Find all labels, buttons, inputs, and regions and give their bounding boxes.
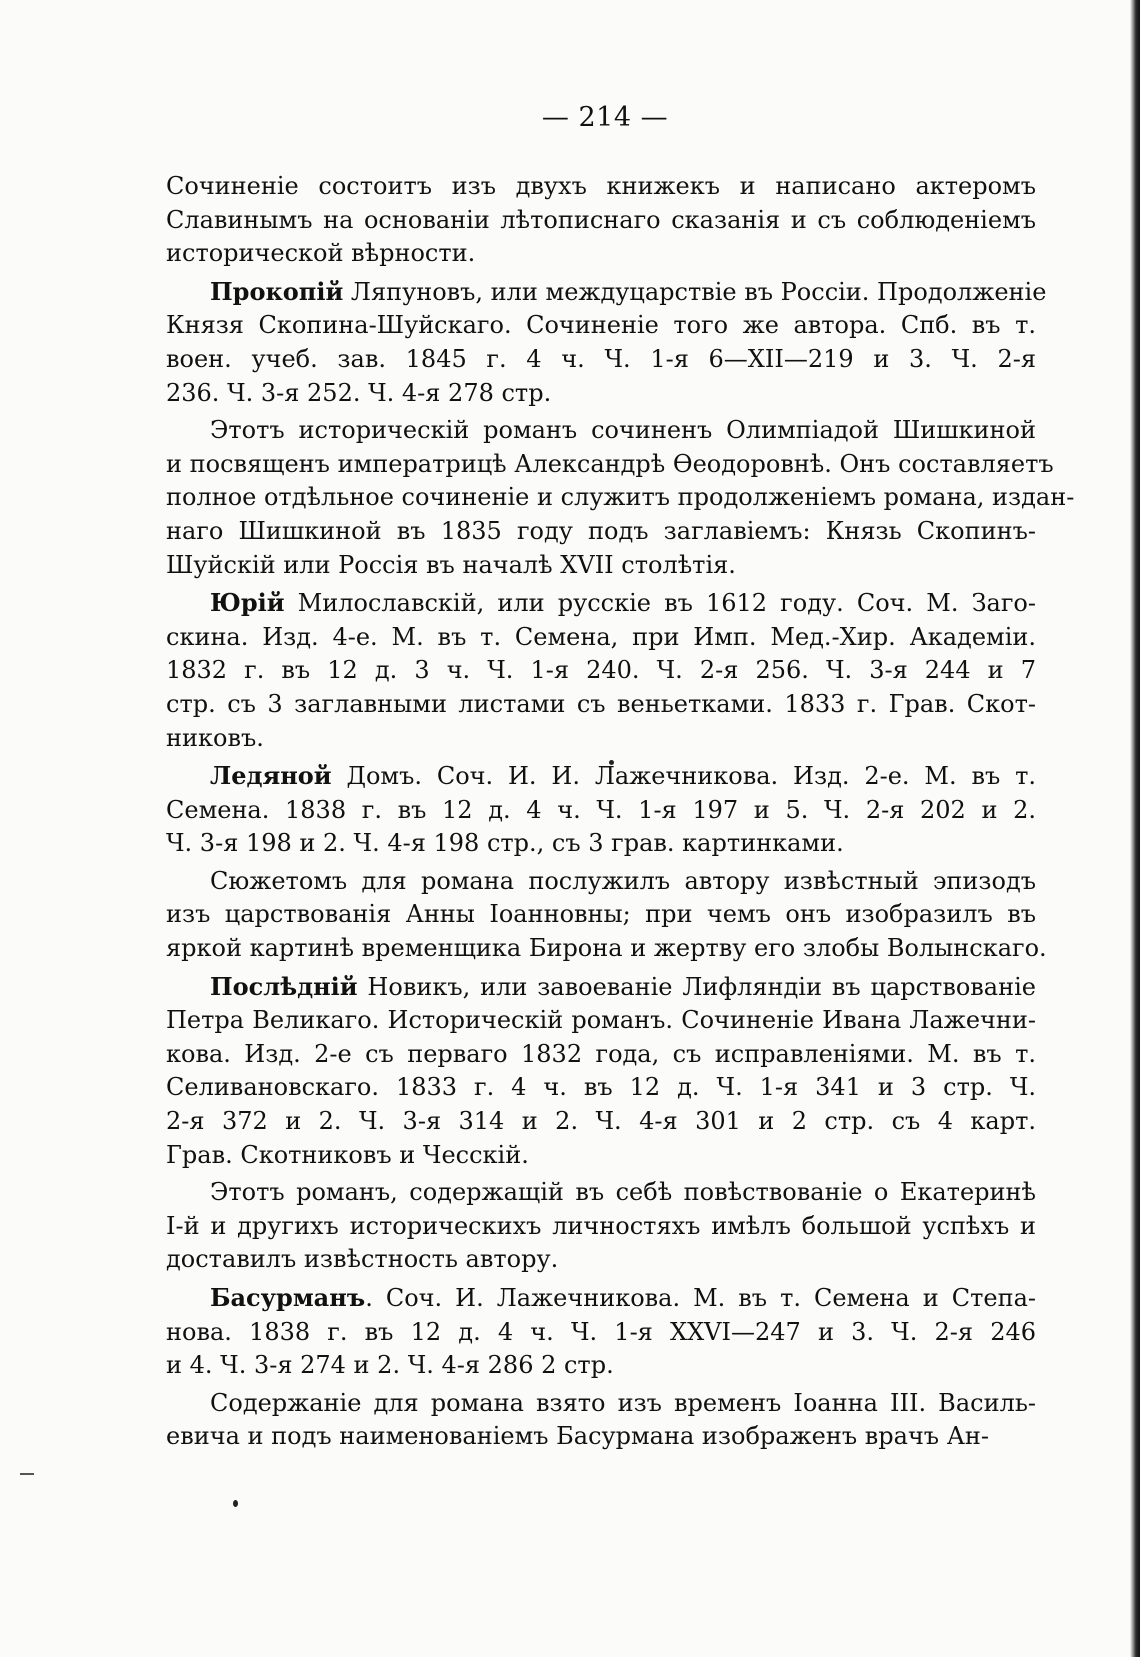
text-line xyxy=(166,865,1036,899)
entry-title-word: Юрій xyxy=(210,588,285,618)
paragraph xyxy=(166,1281,1036,1383)
text-line xyxy=(166,1349,1036,1383)
line-text: доставилъ извѣстность автору. xyxy=(166,1245,559,1274)
page-body-text xyxy=(166,170,1075,1458)
text-line xyxy=(166,309,1036,343)
text-line xyxy=(166,1316,1036,1350)
line-text: яркой картинѣ временщика Бирона и жертву его злобы Волынскаго. xyxy=(166,934,1047,963)
line-text: Этотъ романъ, содержащій въ себѣ повѣствованіе о Екатеринѣ xyxy=(210,1178,1036,1207)
paragraph xyxy=(166,1387,1036,1454)
line-text: наго Шишкиной въ 1835 году подъ заглавіемъ: Князь Скопинъ- xyxy=(166,516,1036,545)
text-line xyxy=(166,1139,1036,1173)
line-text: Славинымъ на основаніи лѣтописнаго сказанія и съ соблюденіемъ xyxy=(166,205,1036,234)
page-number: — 214 — xyxy=(541,102,669,133)
text-line xyxy=(166,237,1036,271)
text-line xyxy=(166,1387,1036,1421)
scan-margin-mark xyxy=(20,1473,34,1475)
paragraph xyxy=(166,759,1036,861)
line-text: Грав. Скотниковъ и Чесскій. xyxy=(166,1140,529,1169)
line-text: Сюжетомъ для романа послужилъ автору извѣстный эпизодъ xyxy=(210,866,1036,895)
text-line xyxy=(166,932,1047,966)
text-line xyxy=(166,549,1036,583)
line-text: 2-я 372 и 2. Ч. 3-я 314 и 2. Ч. 4-я 301 и 2 стр. съ 4 карт. xyxy=(166,1107,1036,1136)
paragraph xyxy=(166,865,1047,966)
text-line xyxy=(166,586,1036,621)
line-text: никовъ. xyxy=(166,723,264,752)
text-line xyxy=(166,204,1036,238)
paragraph xyxy=(166,1176,1036,1277)
line-text: Домъ. Соч. И. И. Лажечникова. Изд. 2-е. М. въ т. xyxy=(331,762,1036,791)
line-text: нова. 1838 г. въ 12 д. 4 ч. Ч. 1-я XXVI—247 и 3. Ч. 2-я 246 xyxy=(166,1317,1036,1346)
line-text: изъ царствованія Анны Іоанновны; при чемъ онъ изобразилъ въ xyxy=(166,900,1036,929)
line-text: воен. учеб. зав. 1845 г. 4 ч. Ч. 1-я 6—XII—219 и 3. Ч. 2-я xyxy=(166,344,1036,373)
text-line xyxy=(166,1038,1036,1072)
entry-title-word: Басурманъ xyxy=(210,1283,366,1312)
line-text: Князя Скопина-Шуйскаго. Сочиненіе того же автора. Спб. въ т. xyxy=(166,311,1036,340)
text-line xyxy=(166,481,1075,515)
scan-speck xyxy=(233,1500,238,1507)
line-text: Этотъ историческій романъ сочиненъ Олимпіадой Шишкиной xyxy=(210,416,1036,445)
line-text: исторической вѣрности. xyxy=(166,239,476,268)
text-line xyxy=(166,654,1036,688)
line-text: и посвященъ императрицѣ Александрѣ Ѳеодоровнѣ. Онъ составляетъ xyxy=(166,449,1054,478)
text-line xyxy=(166,722,1036,756)
paragraph xyxy=(166,275,1047,410)
line-text: стр. съ 3 заглавными листами съ веньетками. 1833 г. Грав. Скот- xyxy=(166,689,1036,718)
scan-edge-shadow xyxy=(1130,0,1140,1657)
text-line xyxy=(166,1105,1036,1139)
text-line xyxy=(166,275,1047,310)
line-text: I-й и другихъ историческихъ личностяхъ имѣлъ большой успѣхъ и xyxy=(166,1211,1036,1240)
text-line xyxy=(166,1176,1036,1210)
text-line xyxy=(166,1071,1036,1105)
text-line xyxy=(166,827,1036,861)
text-line xyxy=(166,688,1036,722)
line-text: Селивановскаго. 1833 г. 4 ч. въ 12 д. Ч. 1-я 341 и 3 стр. Ч. xyxy=(166,1073,1036,1102)
text-line xyxy=(166,170,1036,204)
line-text: полное отдѣльное сочиненіе и служитъ продолженіемъ романа, издан- xyxy=(166,483,1075,512)
line-text: кова. Изд. 2-е съ перваго 1832 года, съ исправленіями. М. въ т. xyxy=(166,1039,1036,1068)
text-line xyxy=(166,1210,1036,1244)
text-line xyxy=(166,1243,1036,1277)
line-text: Сочиненіе состоитъ изъ двухъ книжекъ и написано актеромъ xyxy=(166,172,1036,200)
line-text: Ч. 3-я 198 и 2. Ч. 4-я 198 стр., съ 3 грав. картинками. xyxy=(166,829,844,858)
line-text: Шуйскій или Россія въ началѣ XVII столѣтія. xyxy=(166,550,736,579)
line-text: Содержаніе для романа взято изъ временъ Іоанна III. Василь- xyxy=(210,1388,1036,1417)
text-line xyxy=(166,377,1036,411)
entry-title-word: Прокопій xyxy=(210,276,344,306)
line-text: . Соч. И. Лажечникова. М. въ т. Семена и Степа- xyxy=(365,1284,1036,1312)
line-text: Ляпуновъ, или междуцарствіе въ Россіи. Продолженіе xyxy=(343,277,1047,306)
text-line xyxy=(166,970,1036,1005)
line-text: скина. Изд. 4-е. М. въ т. Семена, при Имп. Мед.-Хир. Академіи. xyxy=(166,622,1036,651)
paragraph xyxy=(166,414,1075,582)
line-text: Милославскій, или русскіе въ 1612 году. Соч. М. Заго- xyxy=(284,589,1036,618)
text-line xyxy=(166,898,1036,932)
line-text: евича и подъ наименованіемъ Басурмана изображенъ врачъ Ан- xyxy=(166,1422,989,1451)
text-line xyxy=(166,448,1054,482)
text-line xyxy=(166,794,1036,828)
text-line xyxy=(166,1004,1036,1038)
text-line xyxy=(166,759,1036,794)
text-line xyxy=(166,515,1036,549)
line-text: 236. Ч. 3-я 252. Ч. 4-я 278 стр. xyxy=(166,378,552,407)
entry-title-word: Послѣдній xyxy=(210,971,358,1001)
text-line xyxy=(166,343,1036,377)
text-line xyxy=(166,414,1036,448)
paragraph xyxy=(166,586,1036,755)
entry-title-word: Ледяной xyxy=(210,761,332,791)
line-text: Новикъ, или завоеваніе Лифляндіи въ царствованіе xyxy=(357,972,1036,1001)
text-line xyxy=(166,1281,1036,1316)
text-line xyxy=(166,621,1036,655)
paragraph xyxy=(166,170,1036,271)
line-text: Семена. 1838 г. въ 12 д. 4 ч. Ч. 1-я 197 и 5. Ч. 2-я 202 и 2. xyxy=(166,795,1036,824)
text-line xyxy=(166,1420,1036,1454)
paragraph xyxy=(166,970,1036,1173)
line-text: 1832 г. въ 12 д. 3 ч. Ч. 1-я 240. Ч. 2-я 256. Ч. 3-я 244 и 7 xyxy=(166,656,1036,685)
line-text: Петра Великаго. Историческій романъ. Сочиненіе Ивана Лажечни- xyxy=(166,1006,1036,1035)
line-text: и 4. Ч. 3-я 274 и 2. Ч. 4-я 286 2 стр. xyxy=(166,1351,614,1380)
